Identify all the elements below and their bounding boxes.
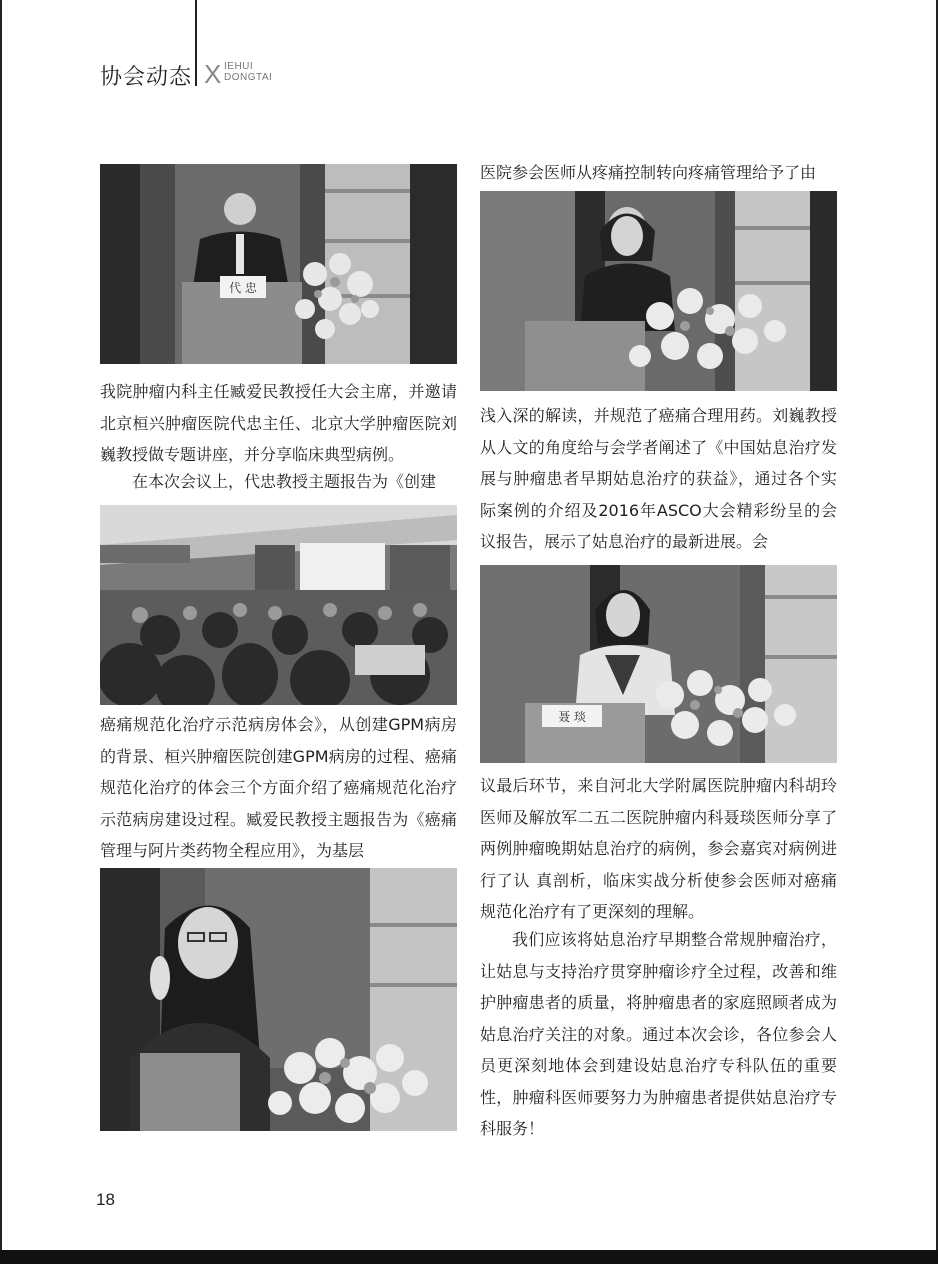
paragraph: 癌痛规范化治疗示范病房体会》，从创建GPM病房的背景、桓兴肿瘤医院创建GPM病房的过程、癌痛规范化治疗的体会三个方面介绍了癌痛规范化治疗示范病房建设过程。臧爱民教授主题报告为《癌痛管理与阿片类药物全程应用》，为基层 bbox=[100, 715, 457, 860]
header-pinyin-initial: X bbox=[204, 59, 222, 89]
left-col-para-1 bbox=[100, 376, 457, 471]
photo-speaker-1 bbox=[100, 164, 457, 364]
photo-speaker-4 bbox=[480, 565, 837, 763]
right-col-para-4 bbox=[480, 924, 837, 1145]
paragraph: 议最后环节，来自河北大学附属医院肿瘤内科胡玲医师及解放军二五二医院肿瘤内科聂琰医师分享了两例肿瘤晚期姑息治疗的病例，参会嘉宾对病例进行了认 真剖析，临床实战分析使参会医师对癌痛规范化治疗有了更深刻的理解。 bbox=[480, 776, 837, 921]
page-border-bottom bbox=[0, 1250, 938, 1264]
page-border-left bbox=[0, 0, 2, 1250]
right-col-para-2 bbox=[480, 400, 837, 558]
paragraph: 医院参会医师从疼痛控制转向疼痛管理给予了由 bbox=[480, 163, 817, 182]
left-col-para-2 bbox=[100, 466, 457, 498]
paragraph: 我院肿瘤内科主任臧爱民教授任大会主席，并邀请北京桓兴肿瘤医院代忠主任、北京大学肿瘤医院刘巍教授做专题讲座，并分享临床典型病例。 bbox=[100, 382, 457, 464]
photo-speaker-2 bbox=[480, 191, 837, 391]
header-pinyin-line1: IEHUI bbox=[224, 61, 254, 72]
paragraph: 我们应该将姑息治疗早期整合常规肿瘤治疗，让姑息与支持治疗贯穿肿瘤诊疗全过程，改善和维护肿瘤患者的质量，将肿瘤患者的家庭照顾者成为姑息治疗关注的对象。通过本次会诊，各位参会人员更深刻地体会到建设姑息治疗专科队伍的重要性，肿瘤科医师要努力为肿瘤患者提供姑息治疗专科服务！ bbox=[480, 930, 837, 1138]
section-title: 协会动态 bbox=[100, 65, 193, 90]
right-col-para-1 bbox=[480, 157, 837, 189]
podium-sign-4: 聂 琰 bbox=[558, 710, 586, 724]
paragraph: 浅入深的解读，并规范了癌痛合理用药。刘巍教授从人文的角度给与会学者阐述了《中国姑息治疗发展与肿瘤患者早期姑息治疗的获益》，通过各个实际案例的介绍及2016年ASCO大会精彩纷呈的会议报告，展示了姑息治疗的最新进展。会 bbox=[480, 406, 837, 551]
header-pinyin-line2: DONGTAI bbox=[224, 72, 273, 83]
photo-speaker-3 bbox=[100, 868, 457, 1131]
page-number: 18 bbox=[96, 1190, 115, 1209]
paragraph: 在本次会议上，代忠教授主题报告为《创建 bbox=[132, 472, 437, 491]
left-col-para-3 bbox=[100, 709, 457, 867]
right-col-para-3 bbox=[480, 770, 837, 928]
podium-sign-1: 代 忠 bbox=[229, 281, 257, 295]
header-divider bbox=[195, 0, 197, 86]
photo-audience bbox=[100, 505, 457, 705]
